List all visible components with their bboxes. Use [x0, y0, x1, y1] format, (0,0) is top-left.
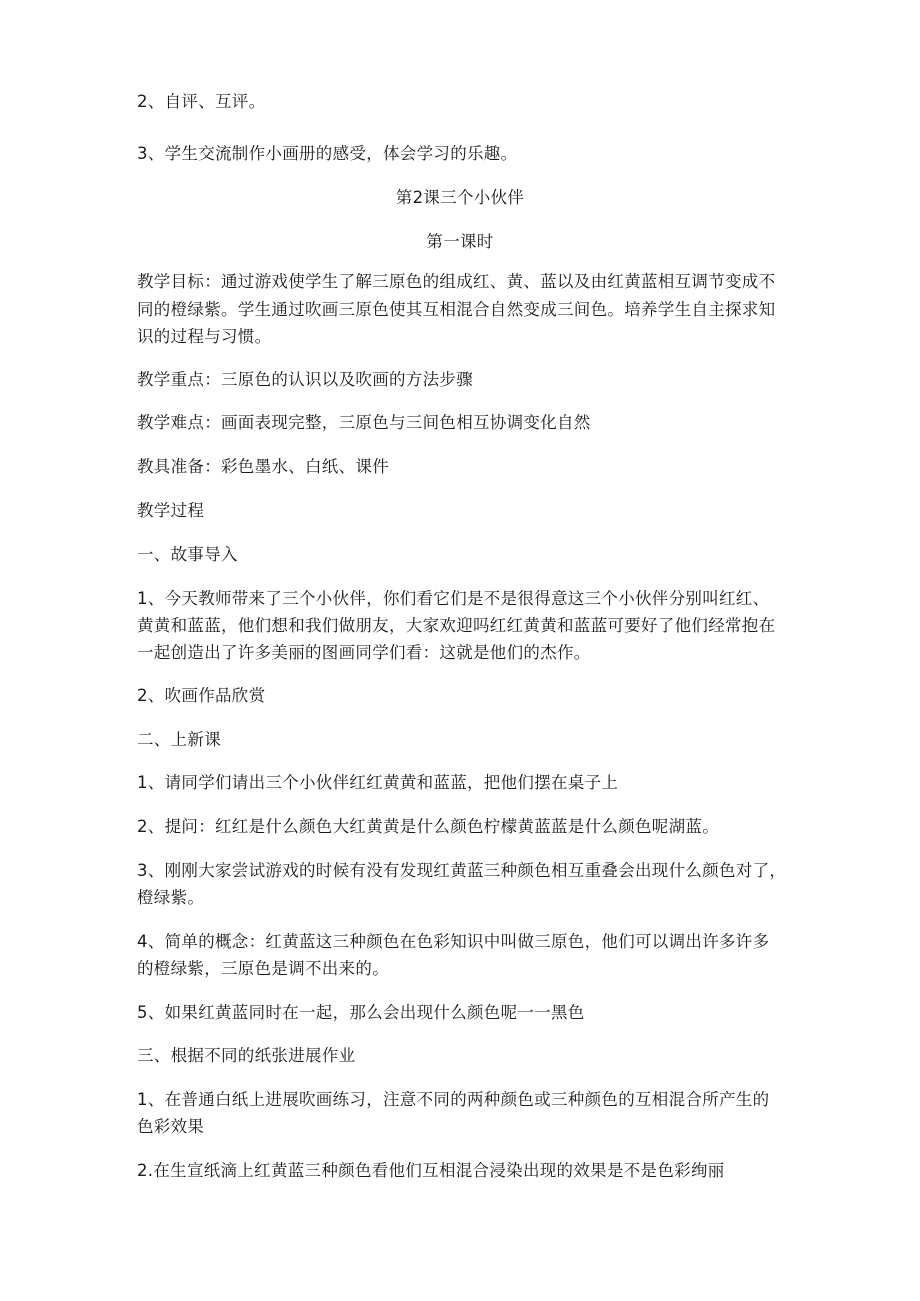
text-line: 1、今天教师带来了三个小伙伴，你们看它们是不是很得意这三个小伙伴分别叫红红、	[137, 589, 770, 608]
section-heading: 三、根据不同的纸张进展作业	[137, 1046, 356, 1065]
text-line: 1、在普通白纸上进展吹画练习，注意不同的两种颜色或三种颜色的互相混合所产生的	[137, 1090, 770, 1109]
text-line: 教具准备：彩色墨水、白纸、课件	[137, 457, 389, 476]
text-line: 识的过程与习惯。	[137, 327, 272, 346]
section-heading: 教学过程	[137, 501, 205, 520]
text-line: 3、学生交流制作小画册的感受，体会学习的乐趣。	[137, 144, 518, 163]
text-line: 教学难点：画面表现完整，三原色与三间色相互协调变化自然	[137, 413, 591, 432]
text-line: 橙绿紫。	[137, 888, 205, 907]
text-line: 教学目标：通过游戏使学生了解三原色的组成红、黄、蓝以及由红黄蓝相互调节变成不	[137, 272, 776, 291]
text-line: 2、提问：红红是什么颜色大红黄黄是什么颜色柠檬黄蓝蓝是什么颜色呢湖蓝。	[137, 817, 719, 836]
text-line: 2、吹画作品欣赏	[137, 686, 266, 705]
text-line: 4、简单的概念：红黄蓝这三种颜色在色彩知识中叫做三原色，他们可以调出许多许多	[137, 932, 770, 951]
text-line: 的橙绿紫，三原色是调不出来的。	[137, 959, 389, 978]
lesson-subtitle: 第一课时	[426, 232, 494, 251]
section-heading: 二、上新课	[137, 730, 221, 749]
text-line: 5、如果红黄蓝同时在一起，那么会出现什么颜色呢一一黑色	[137, 1003, 585, 1022]
text-line: 色彩效果	[137, 1117, 205, 1136]
text-line: 一起创造出了许多美丽的图画同学们看：这就是他们的杰作。	[137, 643, 591, 662]
lesson-title: 第2课三个小伙伴	[395, 188, 525, 207]
text-line: 1、请同学们请出三个小伙伴红红黄黄和蓝蓝，把他们摆在桌子上	[137, 773, 619, 792]
text-line: 同的橙绿紫。学生通过吹画三原色使其互相混合自然变成三间色。培养学生自主探求知	[137, 300, 776, 319]
text-line: 教学重点：三原色的认识以及吹画的方法步骤	[137, 370, 473, 389]
text-line: 2、自评、互评。	[137, 92, 266, 111]
text-line: 3、刚刚大家尝试游戏的时候有没有发现红黄蓝三种颜色相互重叠会出现什么颜色对了，	[137, 861, 787, 880]
text-line: 2.在生宣纸滴上红黄蓝三种颜色看他们互相混合浸染出现的效果是不是色彩绚丽	[137, 1161, 725, 1180]
text-line: 黄黄和蓝蓝，他们想和我们做朋友，大家欢迎吗红红黄黄和蓝蓝可要好了他们经常抱在	[137, 616, 776, 635]
section-heading: 一、故事导入	[137, 545, 238, 564]
